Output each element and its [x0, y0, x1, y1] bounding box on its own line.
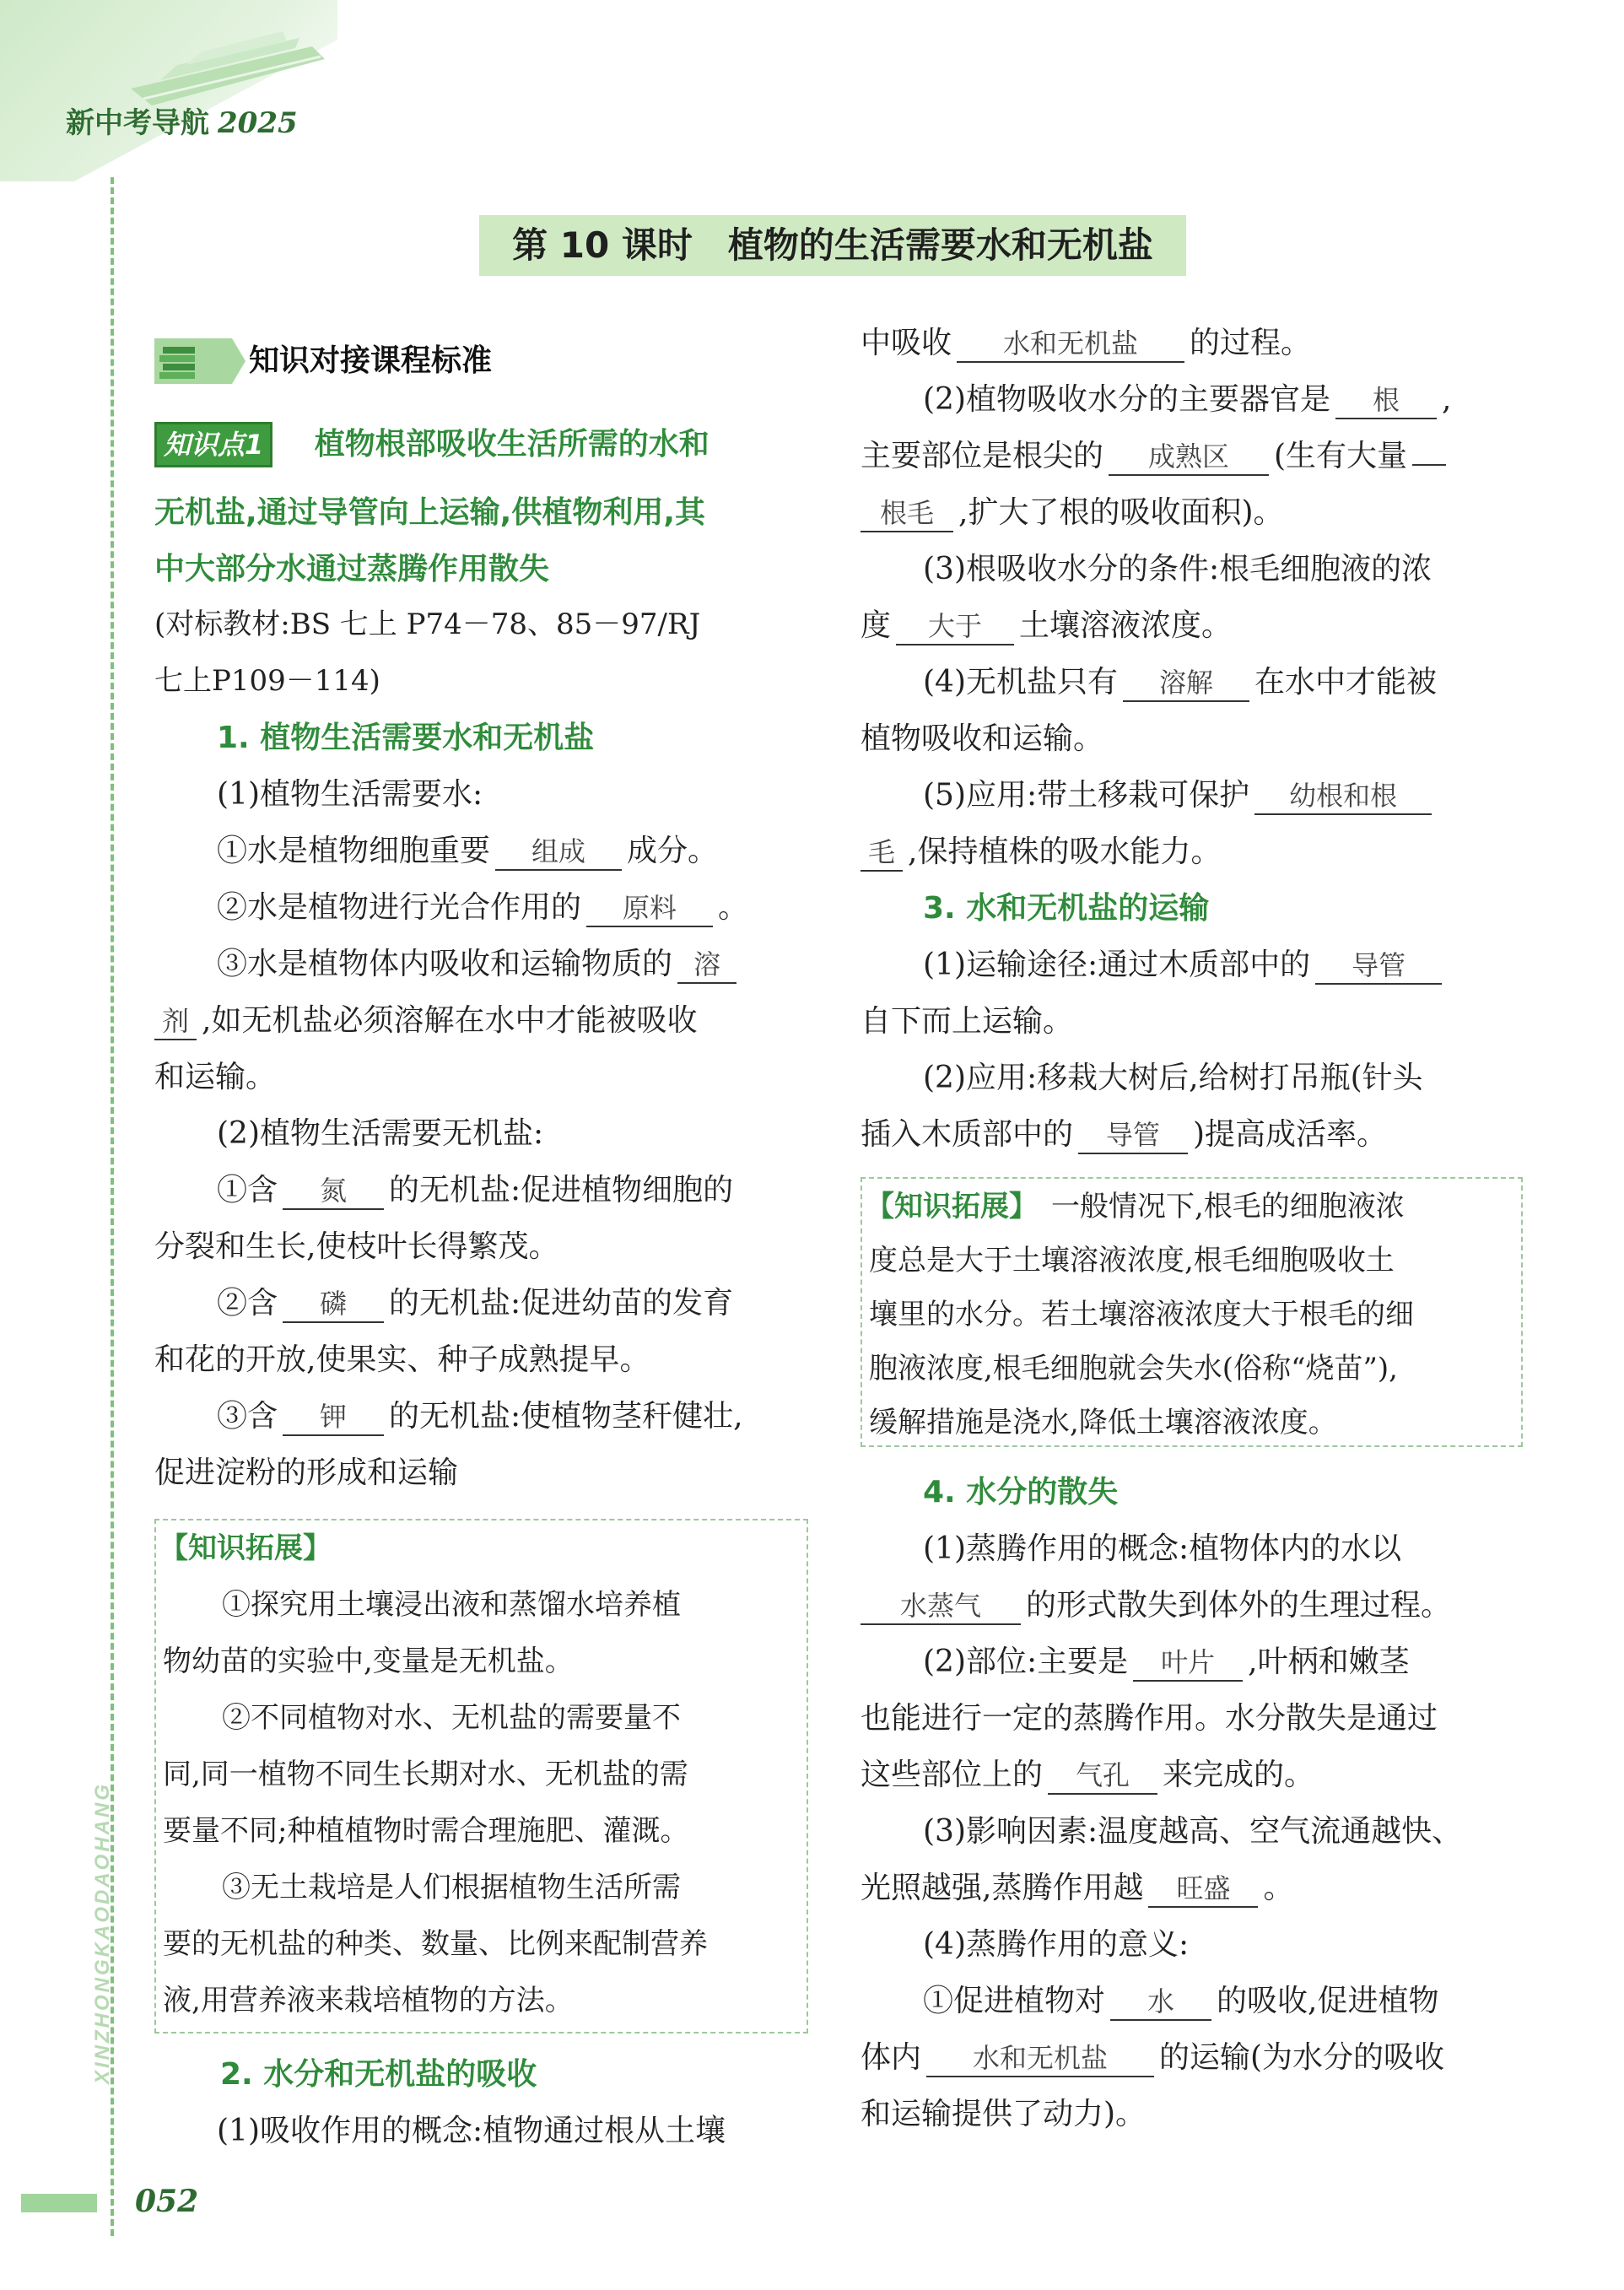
answer-blank: 导管 — [1078, 1117, 1188, 1154]
fill-blank-line: 体内 水和无机盐 的运输(为水分的吸收 — [861, 2029, 1444, 2086]
answer-blank: 水蒸气 — [861, 1588, 1021, 1625]
answer-blank: 组成 — [495, 834, 622, 871]
answer-blank: 气孔 — [1048, 1758, 1157, 1795]
fill-blank-line: ②水是植物进行光合作用的 原料 。 — [217, 879, 748, 936]
fill-blank-line: 度 大于 土壤溶液浓度。 — [861, 597, 1232, 654]
fill-blank-line: 水蒸气 的形式散失到体外的生理过程。 — [861, 1577, 1451, 1634]
answer-blank: 水和无机盐 — [926, 2040, 1154, 2077]
section-heading-label: 知识对接课程标准 — [249, 343, 493, 378]
answer-blank: 剂 — [154, 1003, 197, 1040]
fill-blank-line: (2)部位:主要是 叶片 ,叶柄和嫩茎 — [923, 1634, 1410, 1690]
fill-blank-line: (4)无机盐只有 溶解 在水中才能被 — [923, 654, 1437, 710]
page-tab-decoration — [21, 2194, 97, 2212]
fill-blank-line: 这些部位上的 气孔 来完成的。 — [861, 1747, 1314, 1803]
lesson-title: 第 10 课时 植物的生活需要水和无机盐 — [479, 215, 1186, 276]
subsection-heading: 4. 水分的散失 — [923, 1475, 1119, 1510]
answer-blank: 导管 — [1315, 948, 1442, 985]
knowledge-point-badge: 知识点1 — [154, 422, 272, 467]
books-arrow-icon — [154, 332, 247, 391]
answer-blank: 水和无机盐 — [957, 326, 1184, 363]
fill-blank-line: (1)运输途径:通过木质部中的 导管 — [923, 937, 1447, 993]
knowledge-point-title: 知识点1 植物根部吸收生活所需的水和 — [154, 416, 709, 473]
fill-blank-line: (2)植物吸收水分的主要器官是 根 , — [923, 371, 1451, 428]
fill-blank-line: ①促进植物对 水 的吸收,促进植物 — [923, 1973, 1438, 2029]
fill-blank-line: ③含 钾 的无机盐:使植物茎秆健壮, — [217, 1388, 743, 1445]
fill-blank-line: 剂 ,如无机盐必须溶解在水中才能被吸收 — [154, 992, 697, 1049]
answer-blank: 旺盛 — [1148, 1871, 1258, 1908]
answer-blank: 钾 — [283, 1399, 384, 1436]
fill-blank-line: 毛 ,保持植株的吸水能力。 — [861, 824, 1221, 880]
fill-blank-line: ①水是植物细胞重要 组成 成分。 — [217, 823, 718, 879]
fill-blank-line: 根毛 ,扩大了根的吸收面积)。 — [861, 484, 1284, 541]
section-heading — [154, 332, 509, 391]
fill-blank-line: 中吸收 水和无机盐 的过程。 — [861, 315, 1311, 371]
knowledge-extension-box: 【知识拓展】 ①探究用土壤浸出液和蒸馏水培养植 物幼苗的实验中,变量是无机盐。 ②不同植物对水、无机盐的需要量不 同,同一植物不同生长期对水、无机盐的需 要量不同;种植植物时需合理施肥、灌溉。 ③无土栽培是人们根据植物生活所需 要的无机盐的种类、数量、比例来配制营养 液,用营养液来栽培植物的方法。 — [154, 1519, 808, 2033]
subsection-heading: 2. 水分和无机盐的吸收 — [220, 2057, 537, 2092]
fill-blank-line: (5)应用:带土移栽可保护 幼根和根 — [923, 767, 1437, 824]
subsection-heading: 1. 植物生活需要水和无机盐 — [217, 721, 595, 755]
subsection-heading: 3. 水和无机盐的运输 — [923, 891, 1210, 926]
answer-blank: 溶解 — [1123, 665, 1249, 702]
page-number: 052 — [135, 2184, 199, 2219]
answer-blank: 幼根和根 — [1254, 778, 1432, 815]
answer-blank: 磷 — [283, 1286, 384, 1323]
answer-blank: 水 — [1110, 1984, 1211, 2021]
fill-blank-line: ①含 氮 的无机盐:促进植物细胞的 — [217, 1162, 733, 1218]
answer-blank: 叶片 — [1133, 1645, 1243, 1682]
brand-title: 新中考导航 2025 — [66, 106, 298, 140]
answer-blank: 氮 — [283, 1173, 384, 1210]
answer-blank: 成熟区 — [1109, 439, 1269, 476]
textbook-reference: (对标教材:BS 七上 P74－78、85－97/RJ — [154, 608, 701, 641]
answer-blank: 根毛 — [861, 495, 953, 532]
fill-blank-line: 插入木质部中的 导管 )提高成活率。 — [861, 1106, 1387, 1163]
answer-blank: 毛 — [861, 834, 903, 872]
answer-blank: 原料 — [586, 890, 713, 927]
answer-blank: 根 — [1335, 382, 1437, 419]
fill-blank-line: 主要部位是根尖的 成熟区 (生有大量 — [861, 428, 1451, 484]
answer-blank — [1412, 464, 1446, 466]
answer-blank: 大于 — [896, 608, 1014, 645]
knowledge-extension-box: 【知识拓展】 一般情况下,根毛的细胞液浓 度总是大于土壤溶液浓度,根毛细胞吸收土 壤里的水分。若土壤溶液浓度大于根毛的细 胞液浓度,根毛细胞就会失水(俗称“烧苗”), 缓解措施是浇水,降低土壤溶液浓度。 — [861, 1177, 1523, 1447]
fill-blank-line: ②含 磷 的无机盐:促进幼苗的发育 — [217, 1275, 733, 1331]
fill-blank-line: ③水是植物体内吸收和运输物质的 溶 — [217, 936, 742, 992]
answer-blank: 溶 — [677, 947, 736, 984]
fill-blank-line: 光照越强,蒸腾作用越 旺盛 。 — [861, 1860, 1293, 1916]
